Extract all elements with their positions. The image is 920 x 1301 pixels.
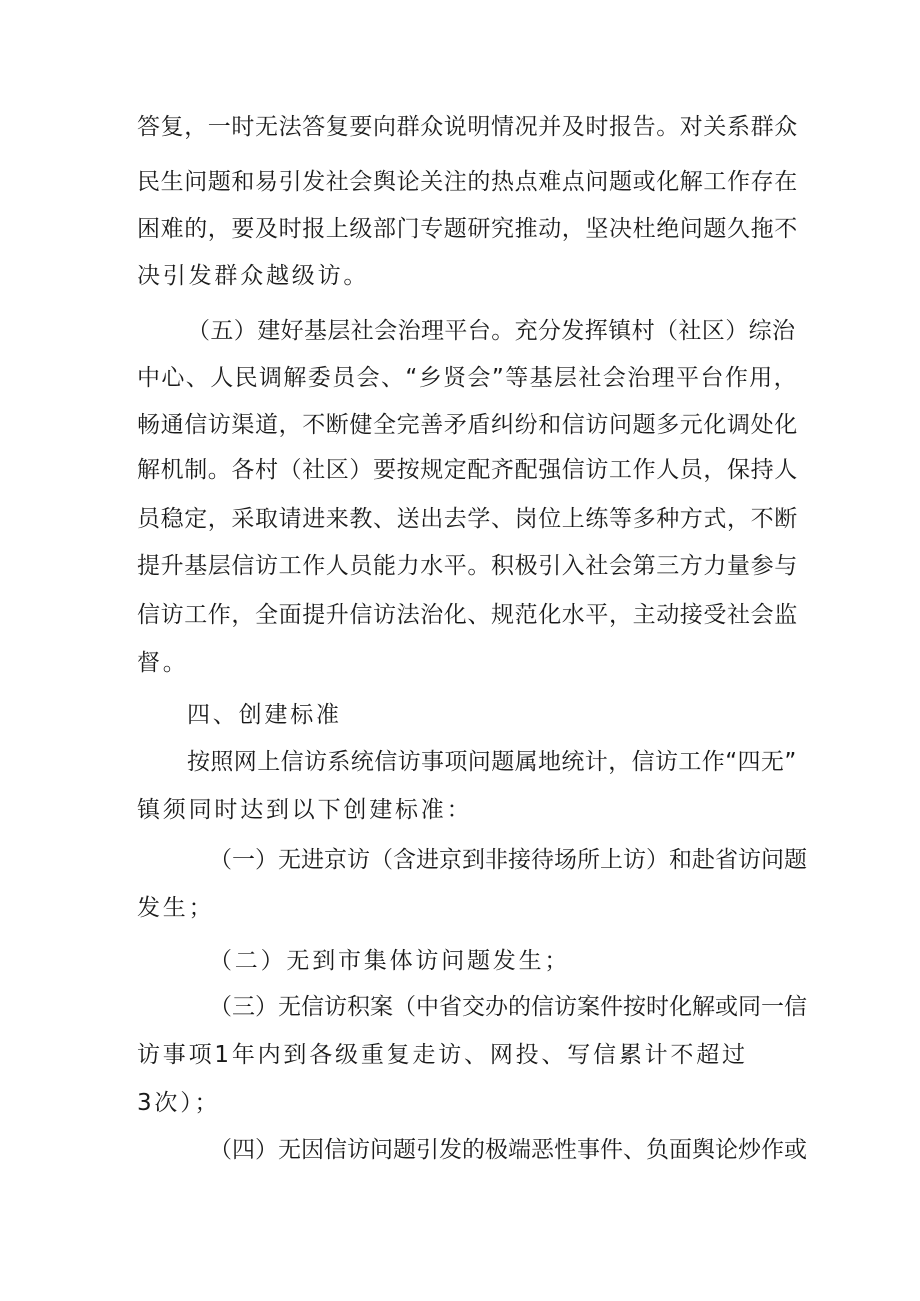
list-item: （三）无信访积案（中省交办的信访案件按时化解或同一信 — [209, 994, 807, 1020]
text-line: 畅通信访渠道，不断健全完善矛盾纠纷和信访问题多元化调处化 — [137, 412, 798, 438]
list-item: （四）无因信访问题引发的极端恶性事件、负面舆论炒作或 — [209, 1137, 807, 1163]
text-line: 信访工作，全面提升信访法治化、规范化水平，主动接受社会监 — [137, 602, 798, 628]
text-line: 中心、人民调解委员会、“乡贤会”等基层社会治理平台作用， — [137, 365, 799, 391]
paragraph-heading: （五）建好基层社会治理平台。充分发挥镇村（社区）综治 — [187, 318, 796, 344]
list-item: （一）无进京访（含进京到非接待场所上访）和赴省访问题 — [209, 847, 807, 873]
text-line: 发生； — [137, 895, 215, 921]
text-line: 访事项1年内到各级重复走访、网投、写信累计不超过 — [137, 1042, 748, 1068]
text-line: 提升基层信访工作人员能力水平。积极引入社会第三方力量参与 — [137, 553, 798, 579]
text-line: 解机制。各村（社区）要按规定配齐配强信访工作人员，保持人 — [137, 457, 798, 483]
text-line: 镇须同时达到以下创建标准： — [137, 797, 473, 823]
text-line: 按照网上信访系统信访事项问题属地统计，信访工作“四无” — [187, 749, 797, 775]
text-line: 督。 — [137, 650, 189, 676]
text-line: 困难的，要及时报上级部门专题研究推动，坚决杜绝问题久拖不 — [137, 216, 798, 242]
section-heading: 四、创建标准 — [187, 702, 342, 728]
text-line: 员稳定，采取请进来教、送出去学、岗位上练等多种方式，不断 — [137, 506, 798, 532]
text-line: 3次）； — [137, 1090, 221, 1116]
list-item: （二）无到市集体访问题发生； — [209, 948, 571, 974]
text-line: 民生问题和易引发社会舆论关注的热点难点问题或化解工作存在 — [137, 169, 798, 195]
text-line: 答复，一时无法答复要向群众说明情况并及时报告。对关系群众 — [137, 114, 798, 140]
text-line: 决引发群众越级访。 — [137, 263, 370, 289]
